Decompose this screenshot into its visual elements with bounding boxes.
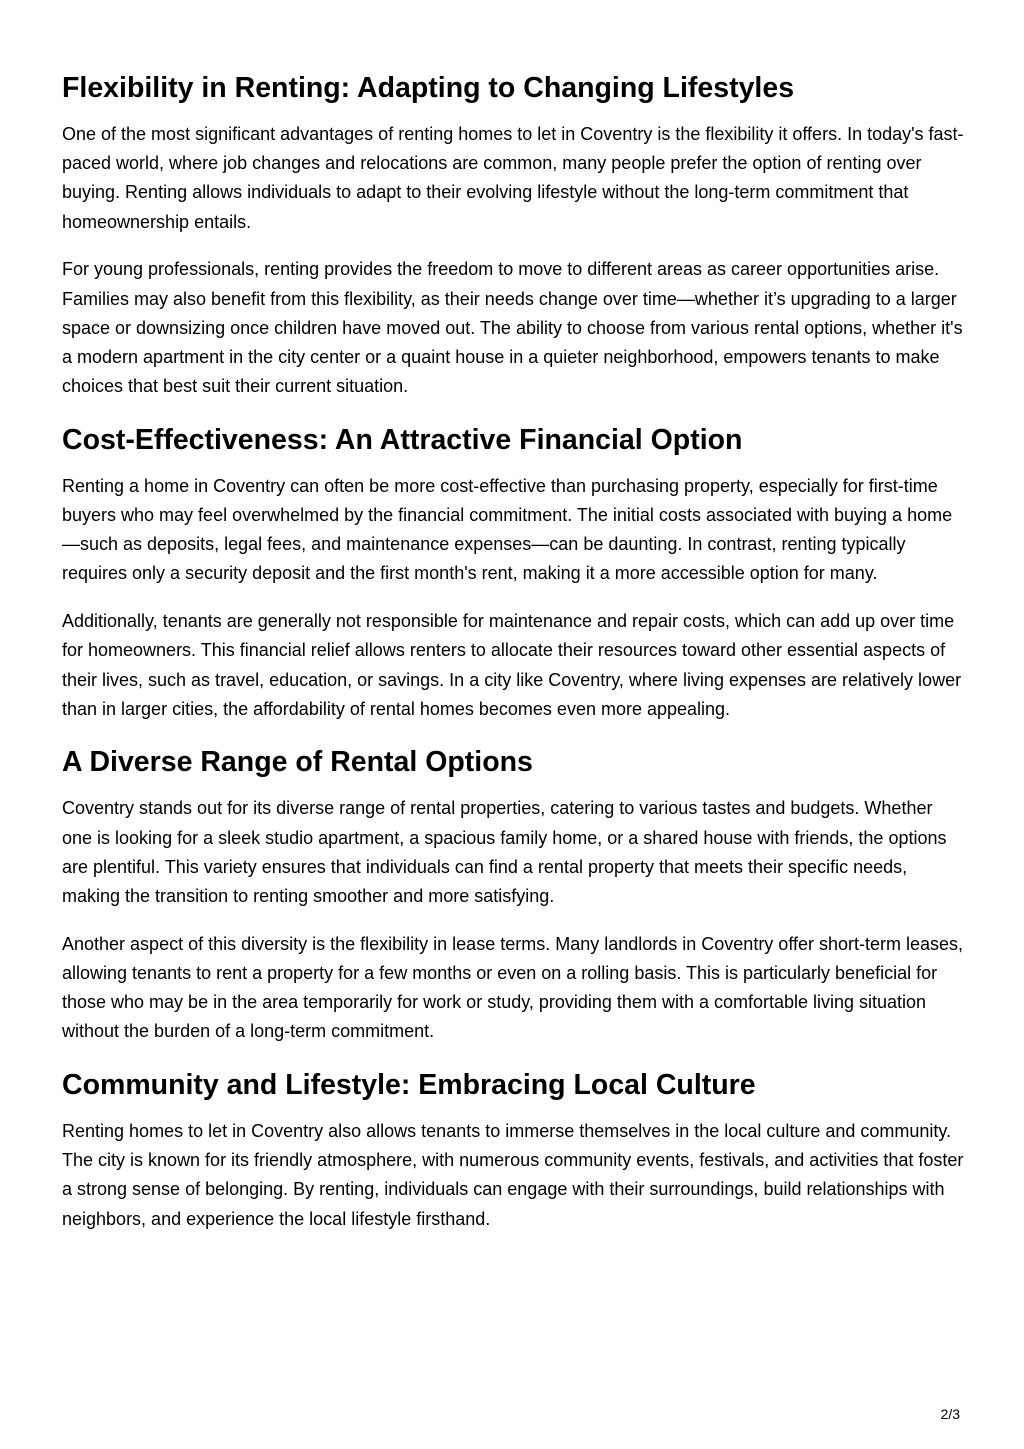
section-paragraph: Additionally, tenants are generally not responsible for maintenance and repair costs, which can add up over time for homeowners. This financial relief allows renters to allocate their resources toward other essential aspects of their lives, such as travel, education, or savings. In a city like Coventry, where living expenses are relatively lower than in larger cities, the affordability of rental homes becomes even more appealing. [62, 611, 962, 719]
section-paragraph: Renting homes to let in Coventry also allows tenants to immerse themselves in the local culture and community. The city is known for its friendly atmosphere, with numerous community events, festivals, and activities that foster a strong sense of belonging. By renting, individuals can engage with their surroundings, build relationships with neighbors, and experience the local lifestyle firsthand. [62, 1121, 964, 1229]
section-paragraph: Another aspect of this diversity is the flexibility in lease terms. Many landlords in Coventry offer short-term leases, allowing tenants to rent a property for a few months or even on a rolling basis. This is particularly beneficial for those who may be in the area temporarily for work or study, providing them with a comfortable living situation without the burden of a long-term commitment. [62, 933, 964, 1042]
section-cost-effectiveness [62, 420, 966, 724]
section-community [62, 1065, 966, 1234]
section-paragraph: Renting a home in Coventry can often be more cost-effective than purchasing property, especially for first-time buyers who may feel overwhelmed by the financial commitment. The initial costs associated with buying a home—such as deposits, legal fees, and maintenance expenses—can be daunting. In contrast, renting typically requires only a security deposit and the first month's rent, making it a more accessible option for many. [62, 475, 953, 584]
section-paragraph: For young professionals, renting provides the freedom to move to different areas as career opportunities arise. Families may also benefit from this flexibility, as their needs change over time—whether it’s upgrading to a larger space or downsizing once children have moved out. The ability to choose from various rental options, whether it's a modern apartment in the city center or a quaint house in a quieter neighborhood, empowers tenants to make choices that best suit their current situation. [62, 259, 963, 397]
section-heading: Community and Lifestyle: Embracing Local Culture [62, 1069, 756, 1102]
section-heading: Cost-Effectiveness: An Attractive Financial Option [62, 423, 743, 456]
section-rental-options [62, 742, 966, 1046]
page-number: 2/3 [940, 1406, 960, 1422]
section-heading: A Diverse Range of Rental Options [62, 746, 533, 779]
section-paragraph: One of the most significant advantages of renting homes to let in Coventry is the flexibility it offers. In today's fast-paced world, where job changes and relocations are common, many people prefer the option of renting over buying. Renting allows individuals to adapt to their evolving lifestyle without the long-term commitment that homeownership entails. [62, 124, 964, 232]
section-heading: Flexibility in Renting: Adapting to Changing Lifestyles [62, 72, 795, 104]
document-page [62, 68, 966, 1252]
section-flexibility [62, 68, 966, 401]
section-paragraph: Coventry stands out for its diverse range of rental properties, catering to various tastes and budgets. Whether one is looking for a sleek studio apartment, a spacious family home, or a shared house with friends, the options are plentiful. This variety ensures that individuals can find a rental property that meets their specific needs, making the transition to renting smoother and more satisfying. [62, 798, 947, 907]
